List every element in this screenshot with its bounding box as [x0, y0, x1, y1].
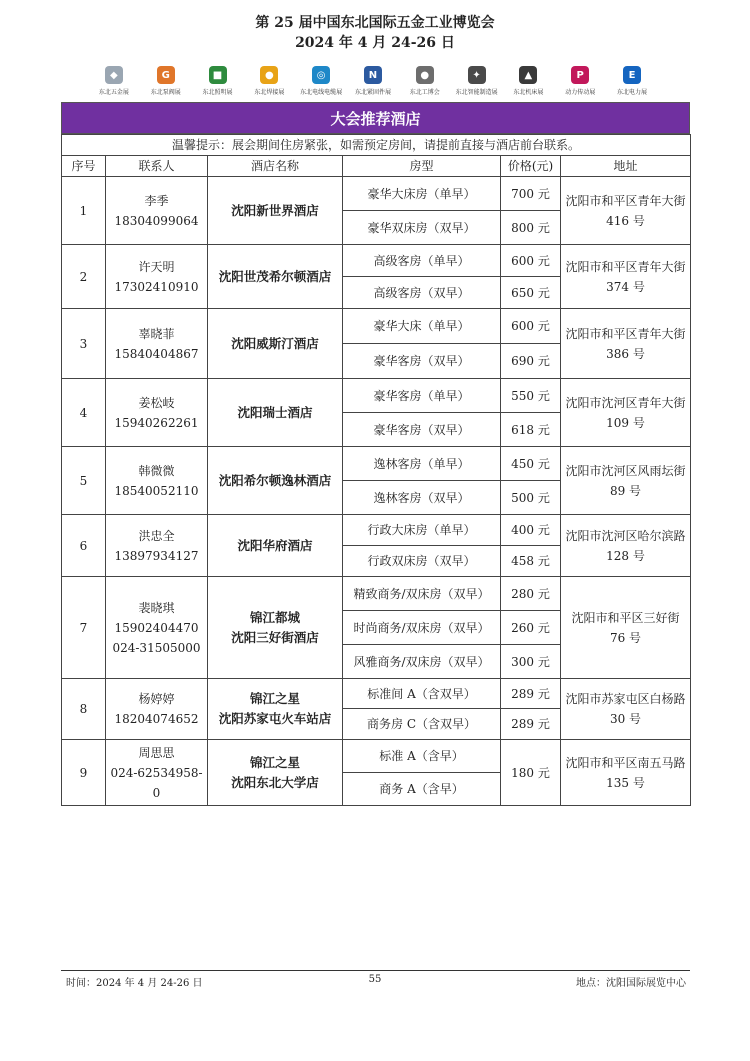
exhibition-logo — [140, 66, 192, 96]
hotel-name — [208, 740, 343, 806]
hotel-table — [61, 134, 691, 806]
cell-line: 15940262261 — [114, 415, 199, 430]
table-row — [62, 515, 691, 546]
row-number: 8 — [62, 679, 106, 740]
welding-icon: ● — [260, 66, 278, 84]
room-type: 标准 A（含早） — [343, 740, 501, 773]
contact-cell — [106, 447, 208, 515]
hotel-address: 沈阳市沈河区风雨坛街 89 号 — [561, 447, 691, 515]
exhibition-logo — [295, 66, 347, 96]
row-number: 9 — [62, 740, 106, 806]
row-number: 3 — [62, 309, 106, 379]
cell-line: 沈阳三好街酒店 — [231, 629, 319, 645]
hotel-name — [208, 245, 343, 309]
cell-line: 辜晓菲 — [138, 326, 175, 341]
exhibition-logo — [606, 66, 658, 96]
logo-caption: 东北工博会 — [409, 89, 440, 96]
table-row — [62, 379, 691, 413]
hotel-name — [208, 309, 343, 379]
table-row — [62, 245, 691, 277]
room-price: 458 元 — [501, 546, 561, 577]
logo-caption: 东北照明展 — [202, 89, 233, 96]
hotel-address: 沈阳市和平区青年大街 386 号 — [561, 309, 691, 379]
room-type: 豪华客房（双早） — [343, 413, 501, 447]
cell-line: 沈阳苏家屯火车站店 — [218, 711, 332, 726]
room-type: 逸林客房（双早） — [343, 481, 501, 515]
cell-line: 18540052110 — [114, 483, 199, 498]
cell-line: 沈阳希尔顿逸林酒店 — [218, 472, 332, 488]
logo-caption: 东北智能制造展 — [455, 89, 498, 96]
row-number: 6 — [62, 515, 106, 577]
column-header: 序号 — [62, 156, 106, 177]
exhibition-logo — [192, 66, 244, 96]
table-row — [62, 309, 691, 344]
fastener-icon: N — [364, 66, 382, 84]
room-type: 精致商务/双床房（双早） — [343, 577, 501, 611]
hotel-address: 沈阳市苏家屯区白杨路 30 号 — [561, 679, 691, 740]
room-price: 400 元 — [501, 515, 561, 546]
smart-manufacturing-icon: ✦ — [468, 66, 486, 84]
cell-line: 洪忠全 — [138, 528, 175, 543]
cell-line: 周思思 — [138, 745, 175, 760]
page-title: 第 25 届中国东北国际五金工业博览会 — [255, 15, 495, 31]
hardware-icon: ◆ — [105, 66, 123, 84]
room-price: 618 元 — [501, 413, 561, 447]
table-row — [62, 177, 691, 211]
table-row — [62, 740, 691, 773]
page-number: 55 — [368, 974, 382, 985]
room-price: 550 元 — [501, 379, 561, 413]
tools-icon: ● — [416, 66, 434, 84]
exhibition-logo — [347, 66, 399, 96]
hotel-address: 沈阳市沈河区青年大街 109 号 — [561, 379, 691, 447]
room-price: 650 元 — [501, 277, 561, 309]
cell-line: 沈阳新世界酒店 — [231, 202, 319, 218]
contact-cell — [106, 577, 208, 679]
room-type: 标准间 A（含双早） — [343, 679, 501, 709]
event-dates: 2024 年 4 月 24-26 日 — [295, 35, 455, 51]
cell-line: 18204074652 — [114, 712, 199, 726]
cell-line: 沈阳瑞士酒店 — [237, 404, 313, 420]
logo-caption: 东北五金展 — [98, 89, 129, 96]
cell-line: 17302410910 — [114, 279, 199, 294]
room-price: 450 元 — [501, 447, 561, 481]
table-row — [62, 447, 691, 481]
room-type: 逸林客房（单早） — [343, 447, 501, 481]
hotel-name — [208, 577, 343, 679]
logo-caption: 东北电线电缆展 — [300, 89, 343, 96]
electric-power-icon: E — [623, 66, 641, 84]
cell-line: 18304099064 — [114, 213, 199, 228]
section-banner: 大会推荐酒店 — [61, 102, 690, 134]
room-price: 690 元 — [501, 344, 561, 379]
table-row — [62, 679, 691, 709]
footer-time: 时间：2024 年 4 月 24-26 日 — [66, 978, 203, 989]
logo-caption: 东北焊接展 — [254, 89, 285, 96]
hotel-name — [208, 679, 343, 740]
room-price: 280 元 — [501, 577, 561, 611]
contact-cell — [106, 177, 208, 245]
exhibition-logo — [503, 66, 555, 96]
room-type: 商务房 C（含双早） — [343, 709, 501, 740]
cell-line: 锦江都城 — [249, 609, 300, 625]
contact-cell — [106, 245, 208, 309]
cell-line: 裴晓琪 — [138, 600, 175, 615]
row-number: 2 — [62, 245, 106, 309]
table-row — [62, 577, 691, 611]
column-header: 酒店名称 — [208, 156, 343, 177]
cell-line: 韩微微 — [138, 463, 175, 478]
cell-line: 姜松岐 — [138, 395, 175, 410]
room-type: 豪华双床房（双早） — [343, 211, 501, 245]
cell-line: 许天明 — [138, 259, 175, 274]
contact-cell — [106, 740, 208, 806]
contact-cell — [106, 379, 208, 447]
cell-line: 锦江之星 — [249, 691, 300, 706]
room-type: 豪华客房（双早） — [343, 344, 501, 379]
room-type: 豪华大床（单早） — [343, 309, 501, 344]
hotel-address: 沈阳市和平区南五马路 135 号 — [561, 740, 691, 806]
room-price: 600 元 — [501, 245, 561, 277]
room-price: 260 元 — [501, 611, 561, 645]
room-type: 豪华客房（单早） — [343, 379, 501, 413]
hotel-name — [208, 447, 343, 515]
exhibition-logo — [243, 66, 295, 96]
column-header: 价格(元) — [501, 156, 561, 177]
valve-icon: G — [157, 66, 175, 84]
hotel-address: 沈阳市和平区三好街 76 号 — [561, 577, 691, 679]
cable-icon: ◎ — [312, 66, 330, 84]
room-type: 行政双床房（双早） — [343, 546, 501, 577]
room-type: 行政大床房（单早） — [343, 515, 501, 546]
exhibition-logo — [451, 66, 503, 96]
room-price: 600 元 — [501, 309, 561, 344]
room-price: 300 元 — [501, 645, 561, 679]
row-number: 4 — [62, 379, 106, 447]
cell-line: 024-31505000 — [112, 640, 201, 655]
cell-line: 15840404867 — [114, 346, 199, 361]
hotel-name — [208, 515, 343, 577]
row-number: 5 — [62, 447, 106, 515]
room-type: 豪华大床房（单早） — [343, 177, 501, 211]
hotel-name — [208, 177, 343, 245]
cell-line: 沈阳世茂希尔顿酒店 — [218, 268, 332, 284]
column-header: 房型 — [343, 156, 501, 177]
cell-line: 沈阳东北大学店 — [231, 774, 319, 790]
exhibition-logo — [399, 66, 451, 96]
cell-line: 杨婷婷 — [138, 692, 175, 706]
cell-line: 锦江之星 — [249, 754, 300, 770]
tip-text: 温馨提示：展会期间住房紧张，如需预定房间，请提前直接与酒店前台联系。 — [62, 135, 691, 156]
room-price: 180 元 — [501, 740, 561, 806]
room-price: 289 元 — [501, 709, 561, 740]
exhibition-logo — [554, 66, 606, 96]
hotel-address: 沈阳市和平区青年大街 416 号 — [561, 177, 691, 245]
logo-caption: 东北电力展 — [617, 89, 648, 96]
column-header: 地址 — [561, 156, 691, 177]
cell-line: 13897934127 — [114, 548, 199, 563]
contact-cell — [106, 309, 208, 379]
room-price: 289 元 — [501, 679, 561, 709]
room-type: 时尚商务/双床房（双早） — [343, 611, 501, 645]
hotel-address: 沈阳市和平区青年大街 374 号 — [561, 245, 691, 309]
column-header: 联系人 — [106, 156, 208, 177]
logo-caption: 东北泵阀展 — [150, 89, 181, 96]
logo-caption: 动力传动展 — [565, 89, 596, 96]
room-type: 高级客房（双早） — [343, 277, 501, 309]
cell-line: 024-62534958- — [110, 765, 203, 780]
hotel-address: 沈阳市沈河区哈尔滨路 128 号 — [561, 515, 691, 577]
room-type: 商务 A（含早） — [343, 773, 501, 806]
table-header-row — [62, 156, 691, 177]
machine-tool-icon: ▲ — [519, 66, 537, 84]
room-price: 700 元 — [501, 177, 561, 211]
room-price: 800 元 — [501, 211, 561, 245]
cell-line: 李季 — [144, 193, 169, 208]
hotel-name — [208, 379, 343, 447]
exhibition-logos — [88, 66, 658, 96]
exhibition-logo — [88, 66, 140, 96]
row-number: 1 — [62, 177, 106, 245]
cell-line: 0 — [152, 785, 161, 800]
logo-caption: 东北机床展 — [513, 89, 544, 96]
logo-caption: 东北紧固件展 — [354, 89, 391, 96]
row-number: 7 — [62, 577, 106, 679]
cell-line: 沈阳华府酒店 — [237, 537, 313, 553]
room-price: 500 元 — [501, 481, 561, 515]
power-transmission-icon: P — [571, 66, 589, 84]
footer-place: 地点：沈阳国际展览中心 — [576, 978, 686, 989]
lighting-icon: ■ — [209, 66, 227, 84]
footer-divider — [61, 970, 690, 971]
cell-line: 沈阳威斯汀酒店 — [231, 335, 319, 351]
room-type: 高级客房（单早） — [343, 245, 501, 277]
room-type: 风雅商务/双床房（双早） — [343, 645, 501, 679]
cell-line: 15902404470 — [114, 620, 199, 635]
contact-cell — [106, 679, 208, 740]
contact-cell — [106, 515, 208, 577]
